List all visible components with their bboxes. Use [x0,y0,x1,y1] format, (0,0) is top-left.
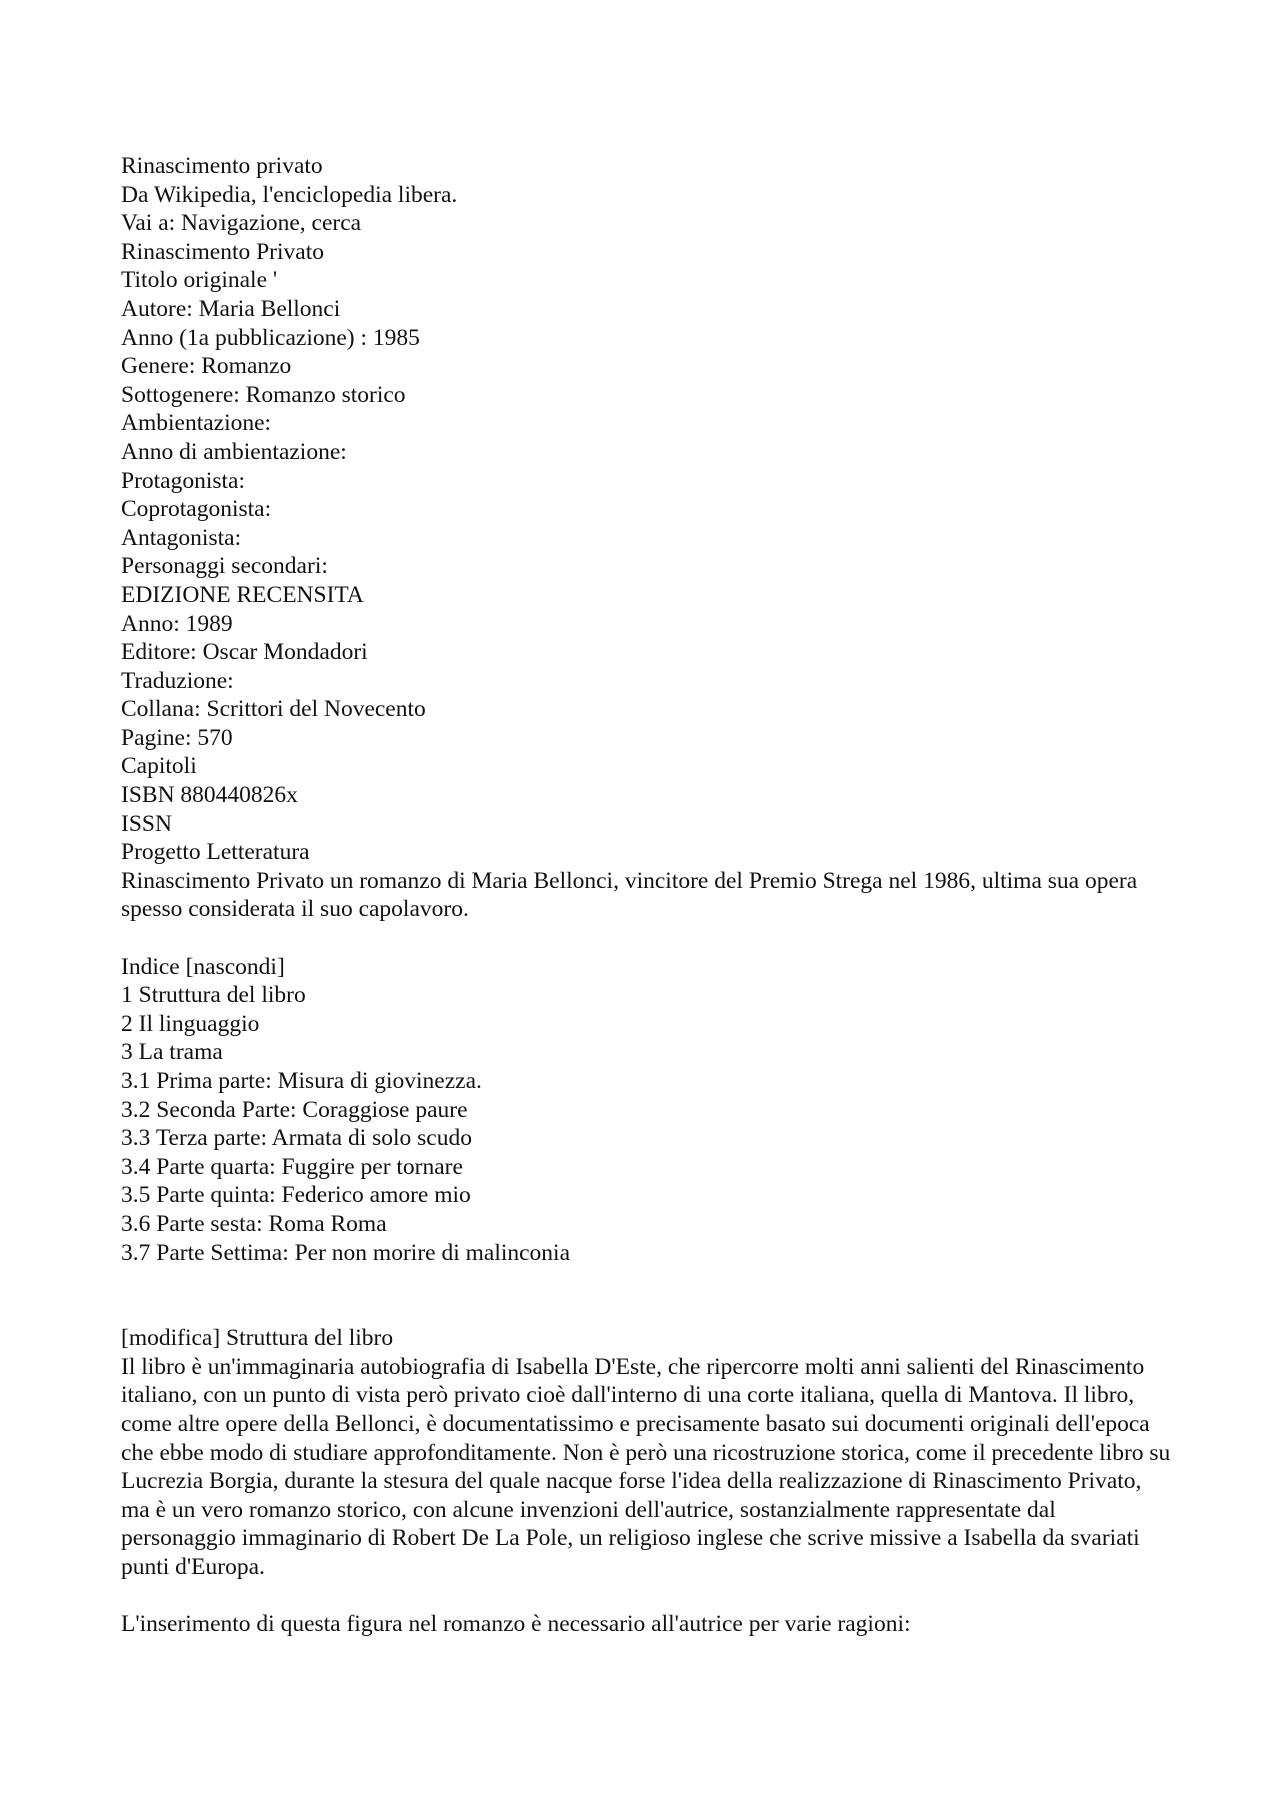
infobox-line: Editore: Oscar Mondadori [121,639,368,666]
infobox-line: Pagine: 570 [121,724,233,751]
section-paragraph: Il libro è un'immaginaria autobiografia di Isabella D'Este, che ripercorre molti anni salienti del Rinascimento italiano, con un punto di vista però privato cioè dall'interno di una corte italiana, quella di Mantova. Il libro, come altre opere della Bellonci, è documentatissimo e precisamente basato sui documenti originali dell'epoca che ebbe modo di studiare approfonditamente. Non è però una ricostruzione storica, come il precedente libro su Lucrezia Borgia, durante la stesura del quale nacque forse l'idea della realizzazione di Rinascimento Privato, ma è un vero romanzo storico, con alcune invenzioni dell'autrice, sostanzialmente rappresentate dal personaggio immaginario di Robert De La Pole, un religioso inglese che scrive missive a Isabella da svariati punti d'Europa. [121,1353,1171,1580]
spacer [121,924,1171,953]
toc-item: 3.3 Terza parte: Armata di solo scudo [121,1125,472,1152]
infobox-line: Genere: Romanzo [121,353,292,380]
infobox-line: Ambientazione: [121,410,272,437]
navigation-line: Vai a: Navigazione, cerca [121,210,362,237]
section-closing-line: L'inserimento di questa figura nel romanzo è necessario all'autrice per varie ragioni: [121,1611,911,1638]
infobox-line: ISSN [121,810,172,837]
intro-paragraph: Rinascimento Privato un romanzo di Maria Bellonci, vincitore del Premio Strega nel 1986, ultima sua opera spesso considerata il suo capolavoro. [121,867,1138,923]
infobox-line: EDIZIONE RECENSITA [121,581,364,608]
infobox-line: Progetto Letteratura [121,839,310,866]
infobox-line: Titolo originale ' [121,267,278,294]
infobox-line: Traduzione: [121,667,234,694]
document-title: Rinascimento privato [121,153,323,179]
table-of-contents [121,953,1171,1268]
toc-heading: Indice [nascondi] [121,953,285,980]
section-heading: [modifica] Struttura del libro [121,1325,394,1352]
spacer [121,1582,1171,1611]
toc-item: 3 La trama [121,1039,223,1066]
infobox-line: Autore: Maria Bellonci [121,295,341,322]
spacer [121,1267,1171,1324]
toc-item: 3.6 Parte sesta: Roma Roma [121,1210,387,1237]
infobox-line: Coprotagonista: [121,496,272,523]
infobox-line: Capitoli [121,753,197,780]
section-structure [121,1324,1171,1639]
toc-item: 3.7 Parte Settima: Per non morire di malinconia [121,1239,571,1266]
infobox-line: Anno di ambientazione: [121,438,347,465]
infobox-line: Personaggi secondari: [121,553,328,580]
toc-item: 3.4 Parte quarta: Fuggire per tornare [121,1153,463,1180]
infobox-line: Sottogenere: Romanzo storico [121,381,406,408]
infobox-line: ISBN 880440826x [121,782,298,809]
toc-item: 3.1 Prima parte: Misura di giovinezza. [121,1068,482,1094]
infobox-line: Rinascimento Privato [121,238,324,265]
infobox-line: Protagonista: [121,467,246,494]
toc-item: 3.5 Parte quinta: Federico amore mio [121,1182,471,1209]
infobox-line: Collana: Scrittori del Novecento [121,696,426,723]
infobox-line: Antagonista: [121,524,242,551]
toc-item: 2 Il linguaggio [121,1010,260,1037]
infobox [121,238,1171,867]
document-page [121,152,1171,1639]
source-line: Da Wikipedia, l'enciclopedia libera. [121,181,458,208]
infobox-line: Anno (1a pubblicazione) : 1985 [121,324,420,351]
infobox-line: Anno: 1989 [121,610,233,637]
toc-item: 3.2 Seconda Parte: Coraggiose paure [121,1096,468,1123]
toc-item: 1 Struttura del libro [121,982,306,1009]
